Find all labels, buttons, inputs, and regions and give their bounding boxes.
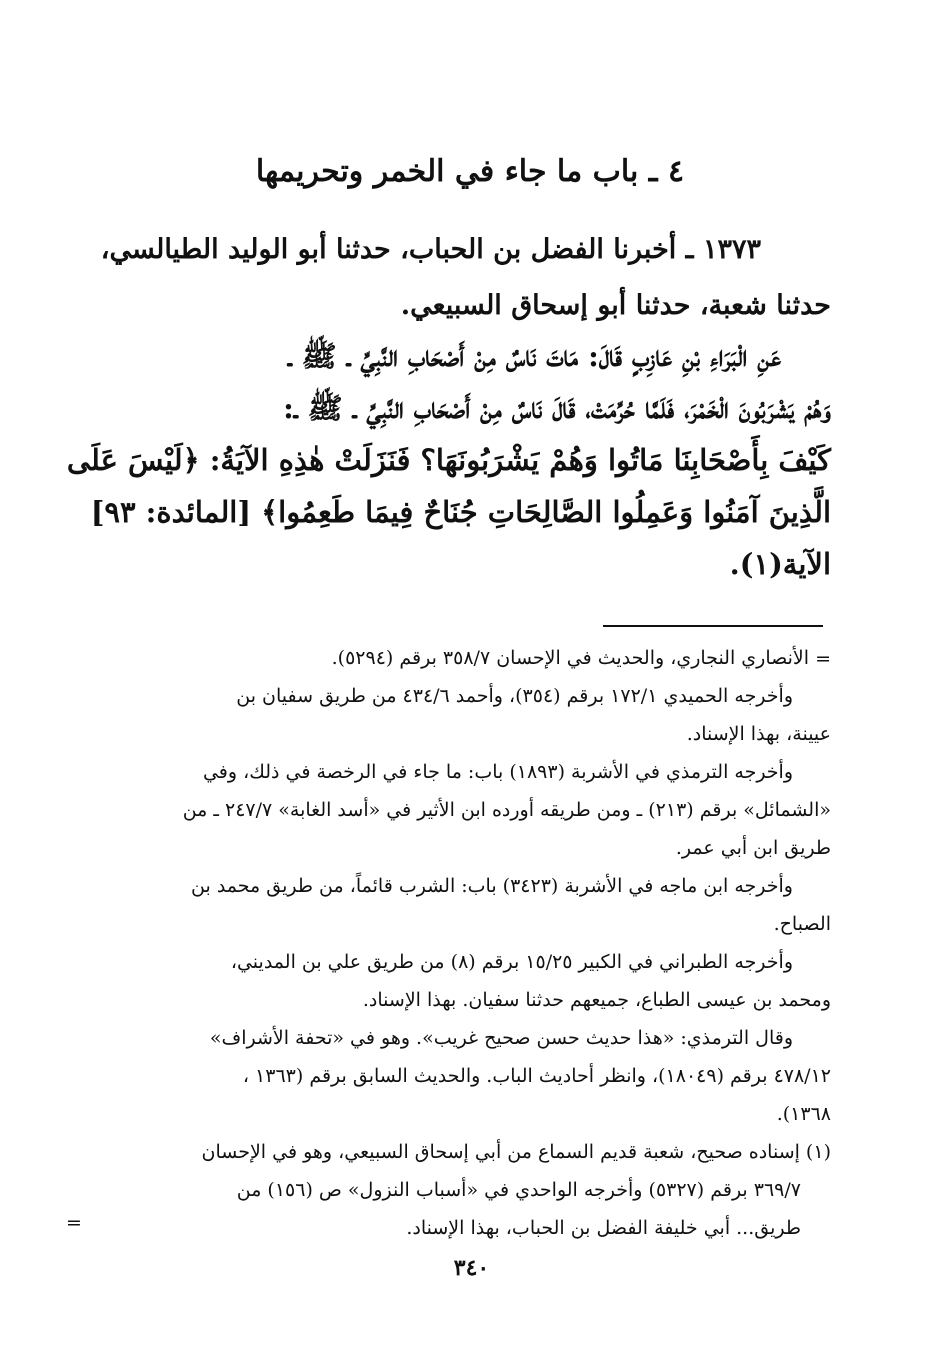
footnote-divider xyxy=(603,625,823,627)
footnote-line: «الشمائل» برقم (٢١٣) ـ ومن طريقه أورده ابن الأثير في «أسد الغابة» ٢٤٧/٧ ـ من xyxy=(182,799,831,821)
matn-line: الآية(١). xyxy=(729,547,831,581)
footnote-line: عيينة، بهذا الإسناد. xyxy=(686,723,831,745)
matn-line: الَّذِينَ آمَنُوا وَعَمِلُوا الصَّالِحَاتِ جُنَاحٌ فِيمَا طَعِمُوا﴾ [المائدة: ٩٣] xyxy=(90,495,831,529)
footnote-line: وقال الترمذي: «هذا حديث حسن صحيح غريب». وهو في «تحفة الأشراف» xyxy=(209,1027,793,1049)
hadith-matn xyxy=(66,330,831,590)
matn-line: كَيْفَ بِأَصْحَابِنَا مَاتُوا وَهُمْ يَشْرَبُونَهَا؟ فَنَزَلَتْ هٰذِهِ الآيَةُ: ﴿لَيْسَ عَلَى xyxy=(66,443,831,477)
footnote-line: ٣٦٩/٧ برقم (٥٣٢٧) وأخرجه الواحدي في «أسباب النزول» ص (١٥٦) من xyxy=(236,1179,801,1201)
isnad-line: ١٣٧٣ ـ أخبرنا الفضل بن الحباب، حدثنا أبو الوليد الطيالسي، xyxy=(100,234,761,265)
footnote-line: طريق ابن أبي عمر. xyxy=(675,837,831,859)
footnote-line: ١٣٦٨). xyxy=(776,1103,831,1125)
page-number: ٣٤٠ xyxy=(453,1255,490,1281)
hadith-isnad xyxy=(100,222,831,334)
footnote-line: وأخرجه الطبراني في الكبير ١٥/٢٥ برقم (٨) من طريق علي بن المديني، xyxy=(230,951,793,973)
matn-line: عَنِ الْبَرَاءِ بْنِ عَازِبٍ قَالَ: مَاتَ نَاسٌ مِنْ أَصْحَابِ النَّبِيِّ ـ ﷺ ـ xyxy=(287,339,781,373)
footnote-line: الأنصاري النجاري، والحديث في الإحسان ٣٥٨/٧ برقم (٥٢٩٤). xyxy=(331,647,809,669)
footnote-line: (١) إسناده صحيح، شعبة قديم السماع من أبي إسحاق السبيعي، وهو في الإحسان xyxy=(201,1141,831,1163)
footnote-line: طريق... أبي خليفة الفضل بن الحباب، بهذا الإسناد. xyxy=(406,1217,801,1239)
chapter-title: ٤ ـ باب ما جاء في الخمر وتحريمها xyxy=(255,154,685,189)
footnote-line: وأخرجه الترمذي في الأشربة (١٨٩٣) باب: ما جاء في الرخصة في ذلك، وفي xyxy=(202,761,793,783)
matn-line: وَهُمْ يَشْرَبُونَ الْخَمْرَ، فَلَمَّا حُرِّمَتْ، قَالَ نَاسٌ مِنْ أَصْحَابِ النَّبِيِّ ـ ﷺ ـ: xyxy=(283,391,831,425)
isnad-line: حدثنا شعبة، حدثنا أبو إسحاق السبيعي. xyxy=(400,290,831,321)
footnote-line: وأخرجه الحميدي ١٧٢/١ برقم (٣٥٤)، وأحمد ٤٣٤/٦ من طريق سفيان بن xyxy=(236,685,793,707)
footnote-line: وأخرجه ابن ماجه في الأشربة (٣٤٢٣) باب: الشرب قائماً، من طريق محمد بن xyxy=(191,875,793,897)
footnote-line: الصباح. xyxy=(773,913,831,935)
footnote-line: ومحمد بن عيسى الطباع، جميعهم حدثنا سفيان. بهذا الإسناد. xyxy=(362,989,831,1011)
footnote-continuation-marker: = xyxy=(815,648,831,670)
footnotes xyxy=(121,640,831,1248)
footnote-trailing-marker: = xyxy=(66,1212,82,1234)
footnote-line: ٤٧٨/١٢ برقم (١٨٠٤٩)، وانظر أحاديث الباب. والحديث السابق برقم (١٣٦٣ ، xyxy=(242,1065,831,1087)
